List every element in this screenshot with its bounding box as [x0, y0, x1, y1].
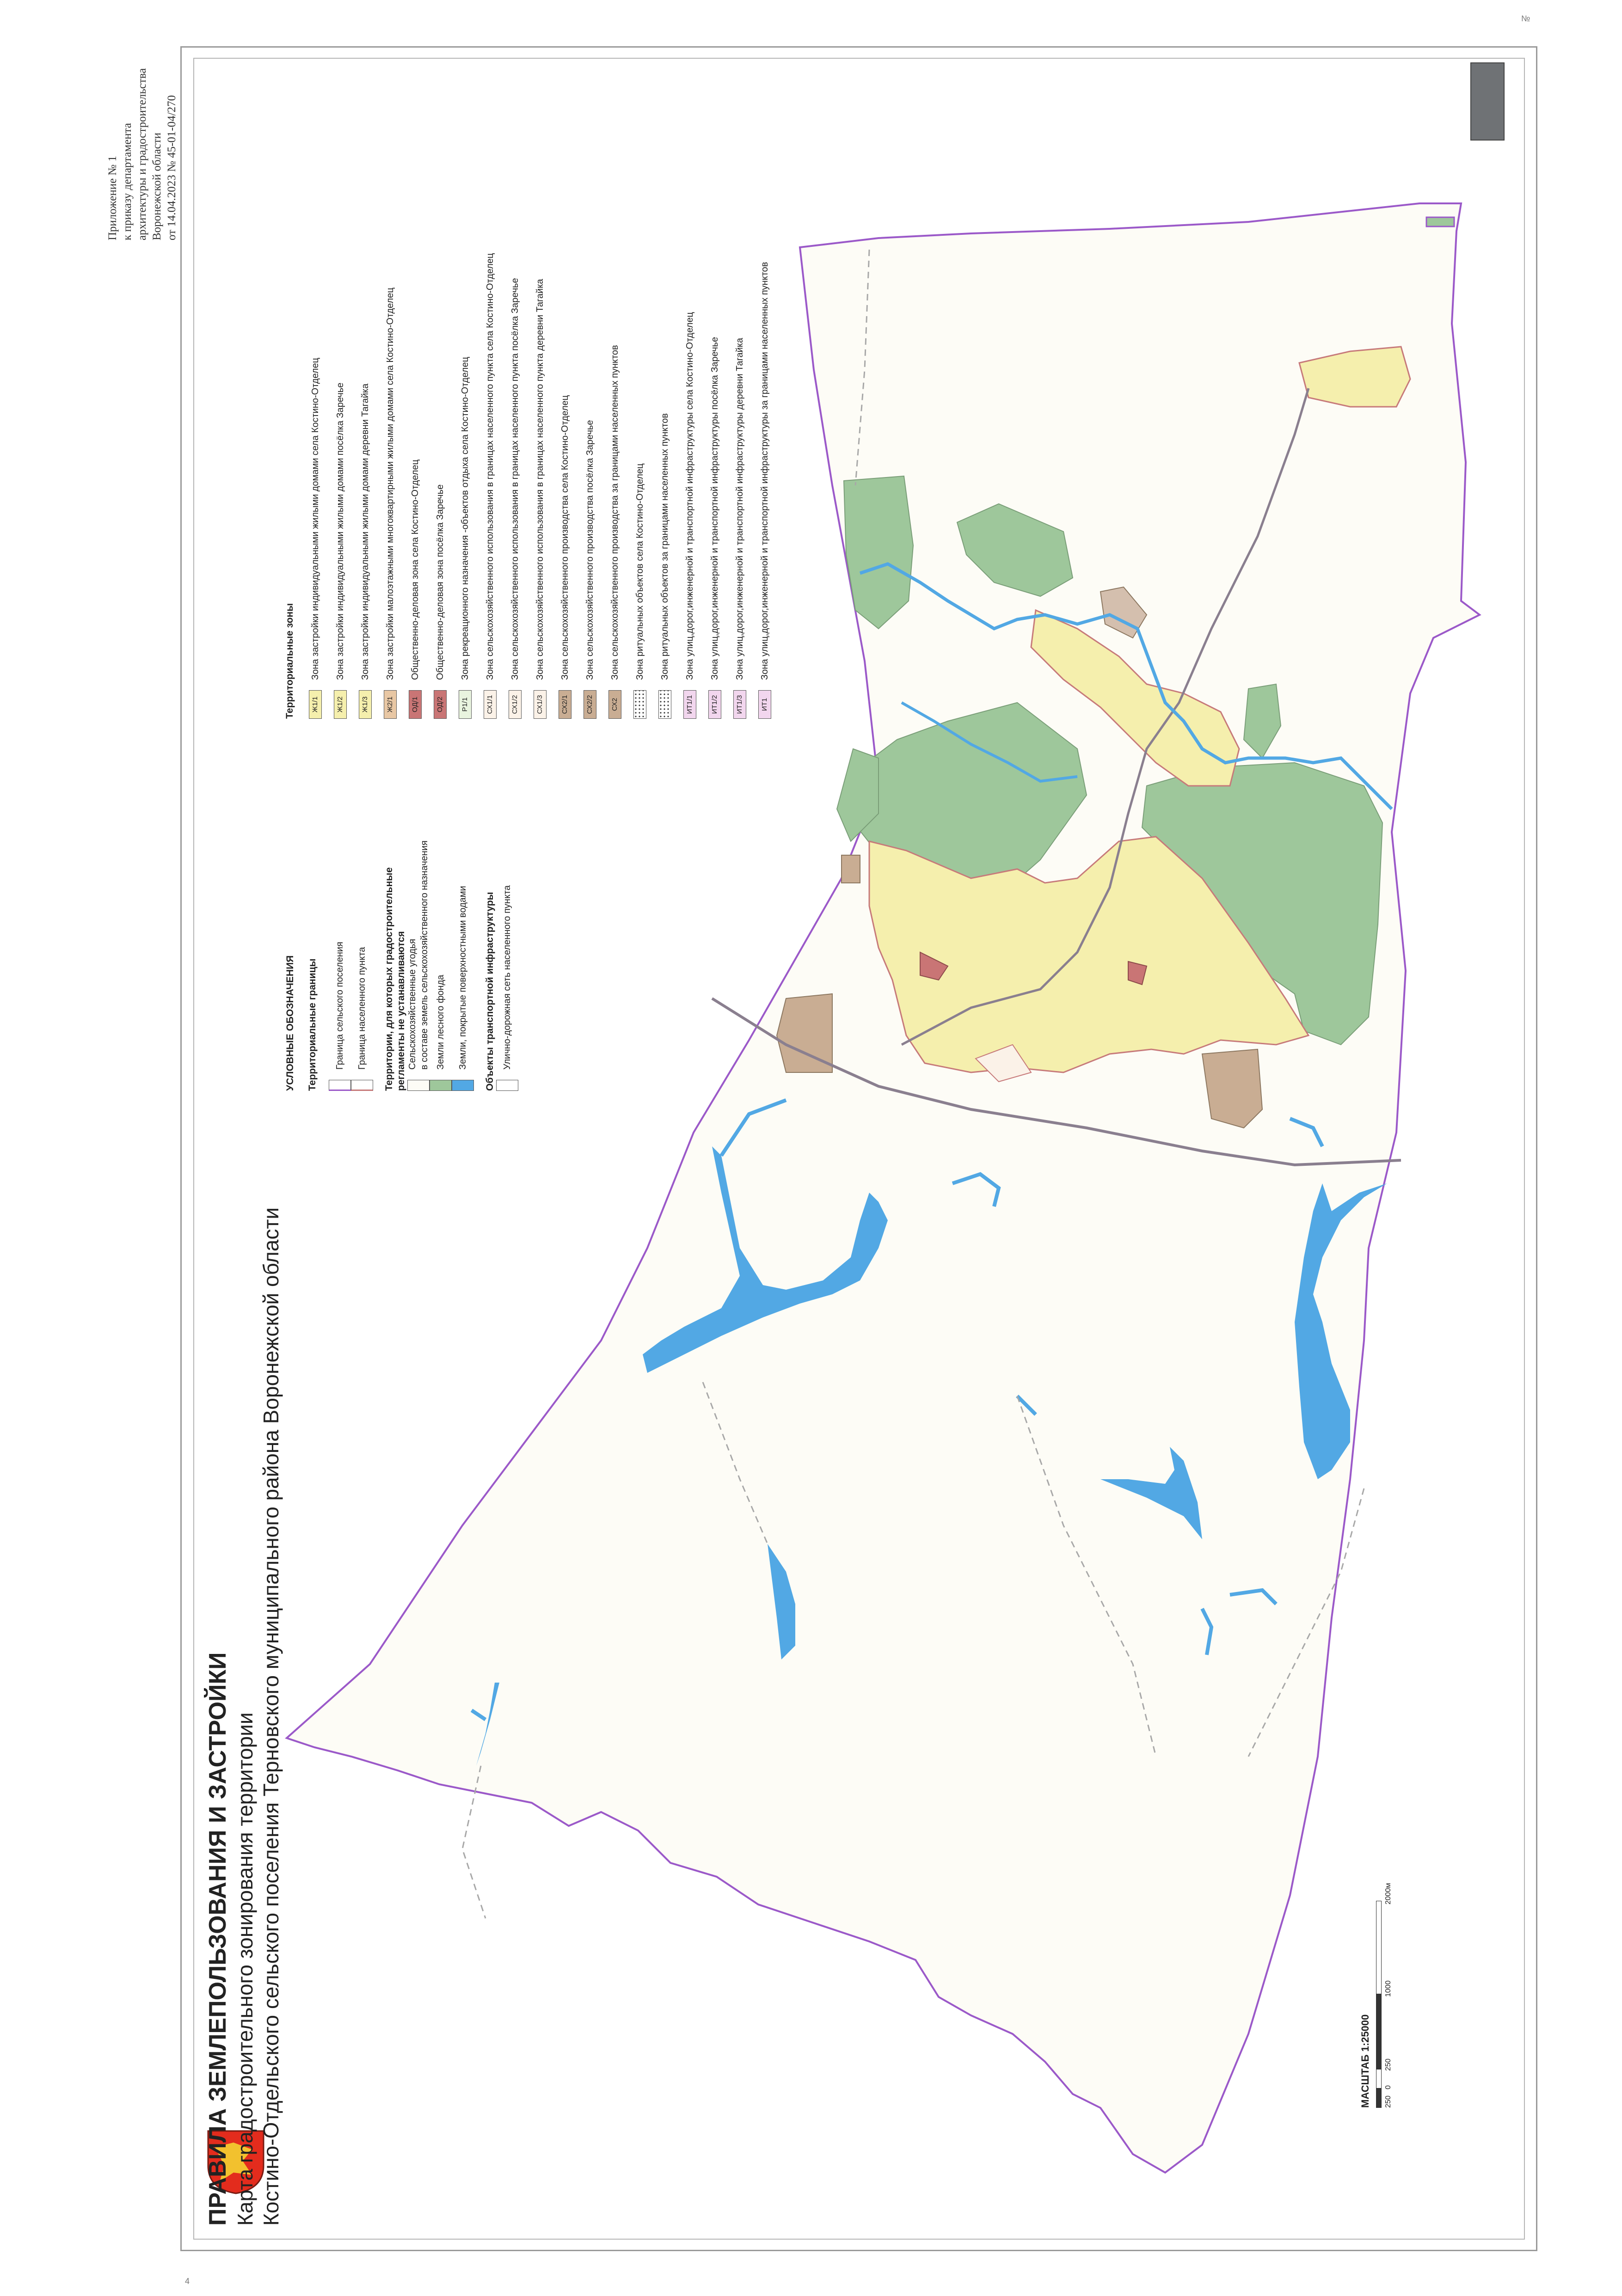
legend-item — [351, 840, 373, 1091]
zone-legend-item — [380, 33, 401, 719]
legend-swatch — [329, 1080, 351, 1091]
zone-legend-item — [579, 33, 601, 719]
zone-label: Зона улиц,дорог,инженерной и транспортной инфраструктуры посёлка Заречье — [710, 337, 720, 680]
zone-legend-item — [430, 33, 451, 719]
annex-line: Приложение № 1 — [106, 155, 119, 240]
zone-swatch — [658, 690, 671, 719]
zone-swatch: ИТ1/1 — [683, 690, 696, 719]
zone-swatch: ИТ1/2 — [708, 690, 721, 719]
zone-legend-item — [629, 33, 651, 719]
zone-label: Зона сельскохозяйственного производства за границами населенных пунктов — [610, 345, 620, 680]
scale-graphic — [1376, 1883, 1382, 2108]
zone-swatch: СХ2/1 — [559, 690, 571, 719]
zone-legend-item — [554, 33, 576, 719]
zones-heading: Территориальные зоны — [284, 603, 295, 719]
zone-label: Зона сельскохозяйственного использования в границах населенного пункта посёлка Заречье — [510, 278, 520, 680]
legend-item — [452, 840, 474, 1091]
zone-label: Зона застройки индивидуальными жилыми домами деревни Тагайка — [360, 383, 370, 680]
zone-legend-item — [405, 33, 426, 719]
zone-legend-item — [330, 33, 351, 719]
zone-swatch: СХ1/2 — [509, 690, 522, 719]
zone-label: Зона застройки индивидуальными жилыми домами села Костино-Отделец — [310, 357, 320, 680]
page-number-top: № — [1521, 14, 1530, 23]
zone-legend-item — [355, 33, 376, 719]
legend-swatch — [351, 1080, 373, 1091]
legend-subheading: Территории, для которых градостроительные — [384, 867, 394, 1091]
scale-tick: 250 — [1384, 2058, 1392, 2071]
zone-legend-item — [604, 33, 626, 719]
zone-swatch: ОД/2 — [434, 690, 447, 719]
zone-label: Зона сельскохозяйственного производства села Костино-Отделец — [560, 395, 570, 680]
zone-legend-item — [704, 33, 725, 719]
zone-swatch: ИТ1/3 — [733, 690, 746, 719]
legend-zones — [284, 33, 779, 719]
scale-tick: 0 — [1384, 2085, 1392, 2089]
scale-ticks — [1384, 1883, 1393, 2108]
legend-swatch — [407, 1080, 430, 1091]
annex-line: к приказу департамента — [121, 122, 134, 240]
zone-label: Зона улиц,дорог,инженерной и транспортной инфраструктуры села Костино-Отделец — [685, 312, 695, 680]
scale-bar — [1359, 1883, 1393, 2108]
zone-label: Общественно-деловая зона села Костино-Отделец — [410, 459, 420, 680]
legend-label: Граница сельского поселения — [335, 942, 345, 1070]
zone-swatch: Ж1/1 — [309, 690, 322, 719]
legend-label: Граница населенного пункта — [357, 947, 367, 1070]
zone-label: Зона ритуальных объектов за границами населенных пунктов — [660, 413, 670, 680]
legend-subheading: Территориальные границы — [307, 958, 318, 1091]
zone-swatch: СХ1/1 — [484, 690, 497, 719]
zone-swatch: Ж1/2 — [334, 690, 347, 719]
enclave-top — [1426, 217, 1454, 227]
legend-subheading: регламенты не устанавливаются — [396, 931, 406, 1091]
scale-tick: 2000 — [1384, 1888, 1392, 1904]
page-number-bottom: 4 — [185, 2277, 190, 2286]
zone-swatch: СХ2 — [608, 690, 621, 719]
zone-swatch — [633, 690, 646, 719]
annex-line: Воронежской области — [151, 132, 163, 240]
legend-swatch — [430, 1080, 452, 1091]
zone-label: Зона сельскохозяйственного использования в границах населенного пункта села Костино-Отделец — [485, 253, 495, 680]
zone-swatch: СХ2/2 — [584, 690, 596, 719]
zone-list — [305, 33, 775, 719]
zone-swatch: Ж2/1 — [384, 690, 397, 719]
zone-legend-item — [455, 33, 476, 719]
legend-swatch — [452, 1080, 474, 1091]
legend-label: Улично-дорожная сеть населенного пункта — [502, 885, 512, 1070]
page-subtitle-2: Костино-Отдельского сельского поселения Терновского муниципального района Воронежской области — [259, 1207, 283, 2226]
zone-swatch: ОД/1 — [409, 690, 422, 719]
legend-item — [430, 840, 452, 1091]
forest-area — [844, 476, 913, 629]
legend-heading: УСЛОВНЫЕ ОБОЗНАЧЕНИЯ — [285, 955, 295, 1091]
zone-legend-item — [754, 33, 775, 719]
zone-legend-item — [479, 33, 501, 719]
legend-item — [407, 840, 430, 1091]
zone-label: Зона сельскохозяйственного производства посёлка Заречье — [585, 420, 595, 680]
legend-general — [284, 840, 518, 1091]
page-title: ПРАВИЛА ЗЕМЛЕПОЛЬЗОВАНИЯ И ЗАСТРОЙКИ — [204, 1652, 231, 2226]
legend-label: Земли лесного фонда — [436, 974, 446, 1070]
qr-thumbnail — [1470, 62, 1505, 141]
zone-label: Зона ритуальных объектов села Костино-Отделец — [635, 463, 645, 680]
legend-label: Сельскохозяйственные угодья в составе земель сельскохозяйственного назначения — [407, 840, 430, 1070]
production-zone — [842, 855, 860, 883]
title-block — [203, 1207, 284, 2226]
legend-item — [329, 840, 351, 1091]
zone-swatch: ИТ1 — [758, 690, 771, 719]
legend-swatch — [496, 1080, 518, 1091]
zone-label: Зона улиц,дорог,инженерной и транспортной инфраструктуры за границами населенных пунктов — [760, 262, 770, 680]
zone-label: Зона улиц,дорог,инженерной и транспортной инфраструктуры деревни Тагайка — [735, 337, 745, 680]
zone-label: Зона застройки малоэтажными многоквартирными жилыми домами села Костино-Отделец — [385, 288, 395, 680]
zone-label: Общественно-деловая зона посёлка Заречье — [435, 484, 445, 680]
scale-tick: 250 — [1384, 2095, 1392, 2108]
legend-item — [496, 840, 518, 1091]
scale-tick: 1000 — [1384, 1980, 1392, 1997]
scale-title: МАСШТАБ 1:25000 — [1359, 2014, 1371, 2108]
legend-label: Земли, покрытые поверхностными водами — [458, 886, 468, 1070]
production-zone — [1202, 1049, 1262, 1128]
page-subtitle: Карта градостроительного зонирования территории — [233, 1712, 257, 2226]
zone-legend-item — [654, 33, 676, 719]
annex-note — [105, 68, 179, 240]
zone-swatch: Р1/1 — [459, 690, 472, 719]
scale-unit: м — [1384, 1883, 1392, 1888]
annex-line: архитектуры и градостроительства — [136, 68, 148, 240]
zone-label: Зона рекреационного назначения -объектов отдыха села Костино-Отделец — [460, 356, 470, 680]
zone-legend-item — [504, 33, 526, 719]
annex-line: от 14.04.2023 № 45-01-04/270 — [166, 95, 178, 240]
legend-subheading: Объекты транспортной инфраструктуры — [485, 892, 495, 1091]
zone-label: Зона застройки индивидуальными жилыми домами посёлка Заречье — [335, 382, 345, 680]
zone-label: Зона сельскохозяйственного использования в границах населенного пункта деревни Тагайка — [535, 279, 545, 680]
zone-swatch: СХ1/3 — [534, 690, 547, 719]
zone-legend-item — [305, 33, 326, 719]
zone-swatch: Ж1/3 — [359, 690, 372, 719]
zone-legend-item — [679, 33, 700, 719]
zone-legend-item — [729, 33, 750, 719]
zone-legend-item — [529, 33, 551, 719]
